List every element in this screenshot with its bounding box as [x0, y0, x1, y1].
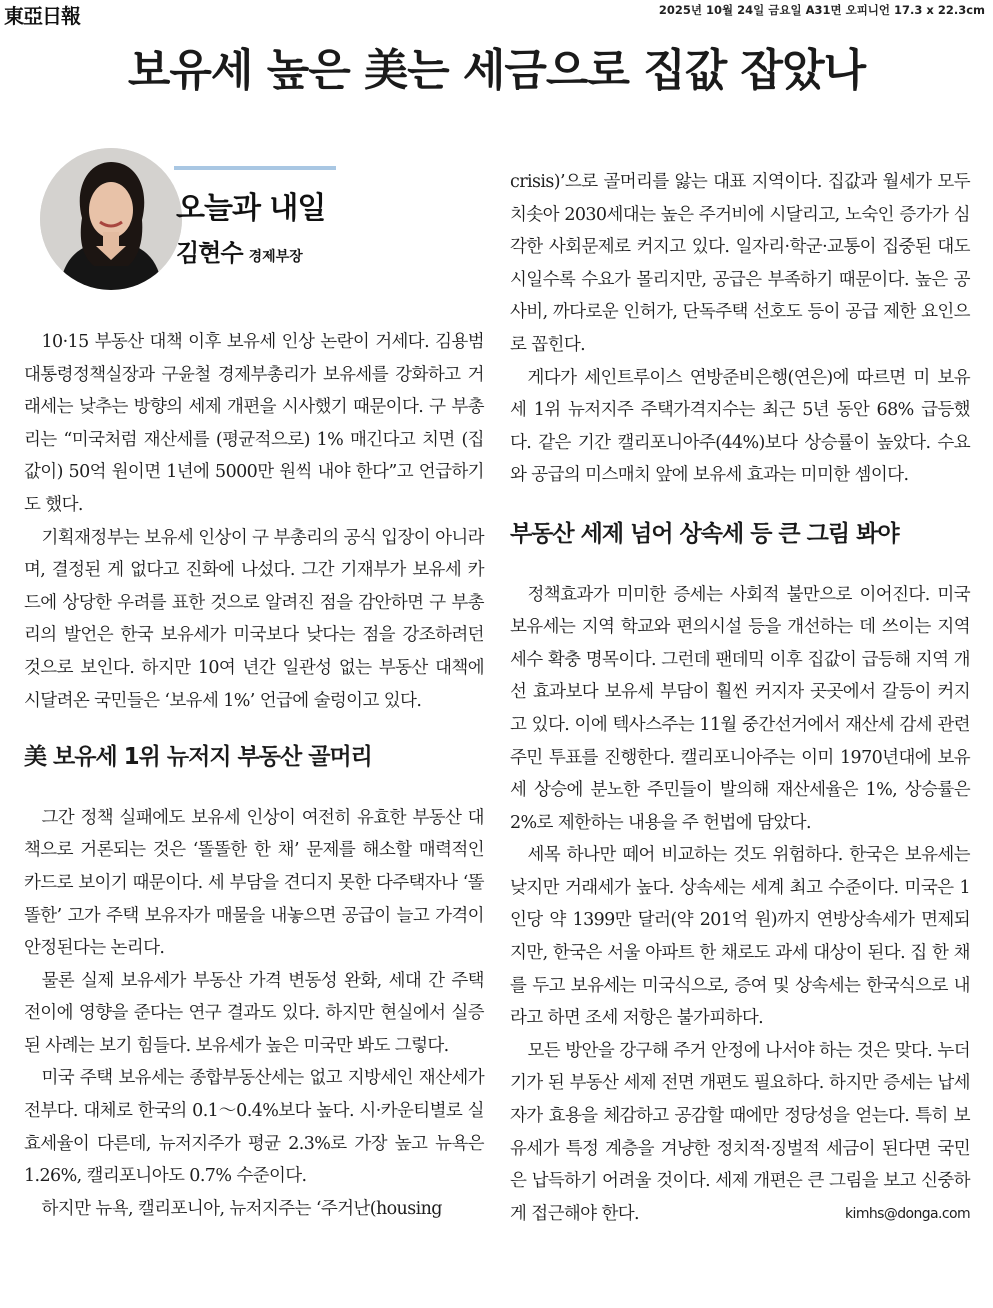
author-title: 경제부장 — [248, 249, 303, 265]
paragraph: 세목 하나만 떼어 비교하는 것도 위험하다. 한국은 보유세는 낮지만 거래세가 높다. 상속세는 세계 최고 수준이다. 미국은 1인당 약 1399만 달러(약 201억 원)까지 연방상속세가 면제되지만, 한국은 서울 아파트 한 채로도 과세 대상이 된다. 집 한 채를 두고 보유세는 미국식으로, 증여 및 상속세는 한국식으로 내라고 하면 조세 저항은 불가피하다. — [510, 845, 970, 1029]
newspaper-masthead: 東亞日報 — [4, 4, 80, 28]
paragraph — [510, 1035, 970, 1231]
subheading: 부동산 세제 넘어 상속세 등 큰 그림 봐야 — [510, 520, 899, 547]
paragraph: 그간 정책 실패에도 보유세 인상이 여전히 유효한 부동산 대책으로 거론되는 것은 ‘똘똘한 한 채’ 문제를 해소할 매력적인 카드로 보이기 때문이다. 세 부담을 견디지 못한 다주택자나 ‘똘똘한’ 고가 주택 보유자가 매물을 내놓으면 공급이 늘고 가격이 안정된다는 논리다. — [24, 807, 484, 959]
column-title-bar — [174, 166, 336, 170]
column-name: 오늘과 내일 — [176, 191, 326, 226]
paragraph: 정책효과가 미미한 증세는 사회적 불만으로 이어진다. 미국 보유세는 지역 학교와 편의시설 등을 개선하는 데 쓰이는 지역 세수 확충 명목이다. 그런데 팬데믹 이후 집값이 급등해 지역 개선 효과보다 보유세 부담이 훨씬 커지자 곳곳에서 갈등이 커지고 있다. 이에 텍사스주는 11월 중간선거에서 재산세 감세 관련 주민 투표를 진행한다. 캘리포니아주는 이미 1970년대에 보유세 상승에 분노한 주민들이 발의해 재산세율은 1%, 상승률은 2%로 제한하는 내용을 주 헌법에 담았다. — [510, 584, 970, 833]
paragraph: 기획재정부는 보유세 인상이 구 부총리의 공식 입장이 아니라며, 결정된 게 없다고 진화에 나섰다. 그간 기재부가 보유세 카드에 상당한 우려를 표한 것으로 알려진 점을 감안하면 구 부총리의 발언은 한국 보유세가 미국보다 낮다는 점을 강조하려던 것으로 보인다. 하지만 10여 년간 일관성 없는 부동산 대책에 시달려온 국민들은 ‘보유세 1%’ 언급에 술렁이고 있다. — [24, 527, 484, 711]
headline: 보유세 높은 美는 세금으로 집값 잡았나 — [127, 45, 866, 96]
right-column — [510, 166, 970, 1230]
paragraph: 미국 주택 보유세는 종합부동산세는 없고 지방세인 재산세가 전부다. 대체로 한국의 0.1～0.4%보다 높다. 시·카운티별로 실효세율이 다른데, 뉴저지주가 평균 2.3%로 가장 높고 뉴욕은 1.26%, 캘리포니아도 0.7% 수준이다. — [24, 1068, 484, 1187]
paragraph: 게다가 세인트루이스 연방준비은행(연은)에 따르면 미 보유세 1위 뉴저지주 주택가격지수는 최근 5년 동안 68% 급등했다. 같은 기간 캘리포니아주(44%)보다 상승률이 높았다. 수요와 공급의 미스매치 앞에 보유세 효과는 미미한 셈이다. — [510, 367, 970, 486]
paragraph-text: 모든 방안을 강구해 주거 안정에 나서야 하는 것은 맞다. 누더기가 된 부동산 세제 전면 개편도 필요하다. 하지만 증세는 납세자가 효용을 체감하고 공감할 때에만 정당성을 얻는다. 특히 보유세가 특정 계층을 겨냥한 정치적·징벌적 세금이 된다면 국민은 납득하기 어려울 것이다. 세제 개편은 큰 그림을 보고 신중하게 접근해야 한다. — [510, 1040, 970, 1224]
paragraph: crisis)’으로 골머리를 앓는 대표 지역이다. 집값과 월세가 모두 치솟아 2030세대는 높은 주거비에 시달리고, 노숙인 증가가 심각한 사회문제로 커지고 있다. 일자리·학군·교통이 집중된 대도시일수록 수요가 몰리지만, 공급은 부족하기 때문이다. 높은 공사비, 까다로운 인허가, 단독주택 선호도 등이 공급 제한 요인으로 꼽힌다. — [510, 172, 970, 355]
paragraph: 하지만 뉴욕, 캘리포니아, 뉴저지주는 ‘주거난(housing — [41, 1198, 442, 1219]
publication-info: 2025년 10월 24일 금요일 A31면 오피니언 17.3 x 22.3cm — [658, 3, 985, 17]
paragraph: 물론 실제 보유세가 부동산 가격 변동성 완화, 세대 간 주택 전이에 영향을 준다는 연구 결과도 있다. 하지만 현실에서 실증된 사례는 보기 힘들다. 보유세가 높은 미국만 봐도 그렇다. — [24, 970, 484, 1056]
author-photo-icon — [40, 148, 182, 290]
left-column — [24, 326, 484, 1225]
author-name: 김현수 — [176, 239, 243, 267]
author-byline — [176, 233, 303, 268]
paragraph: 10·15 부동산 대책 이후 보유세 인상 논란이 거세다. 김용범 대통령정책실장과 구윤철 경제부총리가 보유세를 강화하고 거래세는 낮추는 방향의 세제 개편을 시사했기 때문이다. 구 부총리는 “미국처럼 재산세를 (평균적으로) 1% 매긴다고 치면 (집값이) 50억 원이면 1년에 5000만 원씩 내야 한다”고 언급하기도 했다. — [24, 332, 484, 515]
subheading: 美 보유세 1위 뉴저지 부동산 골머리 — [24, 744, 372, 771]
author-email: kimhs@donga.com — [845, 1205, 970, 1222]
